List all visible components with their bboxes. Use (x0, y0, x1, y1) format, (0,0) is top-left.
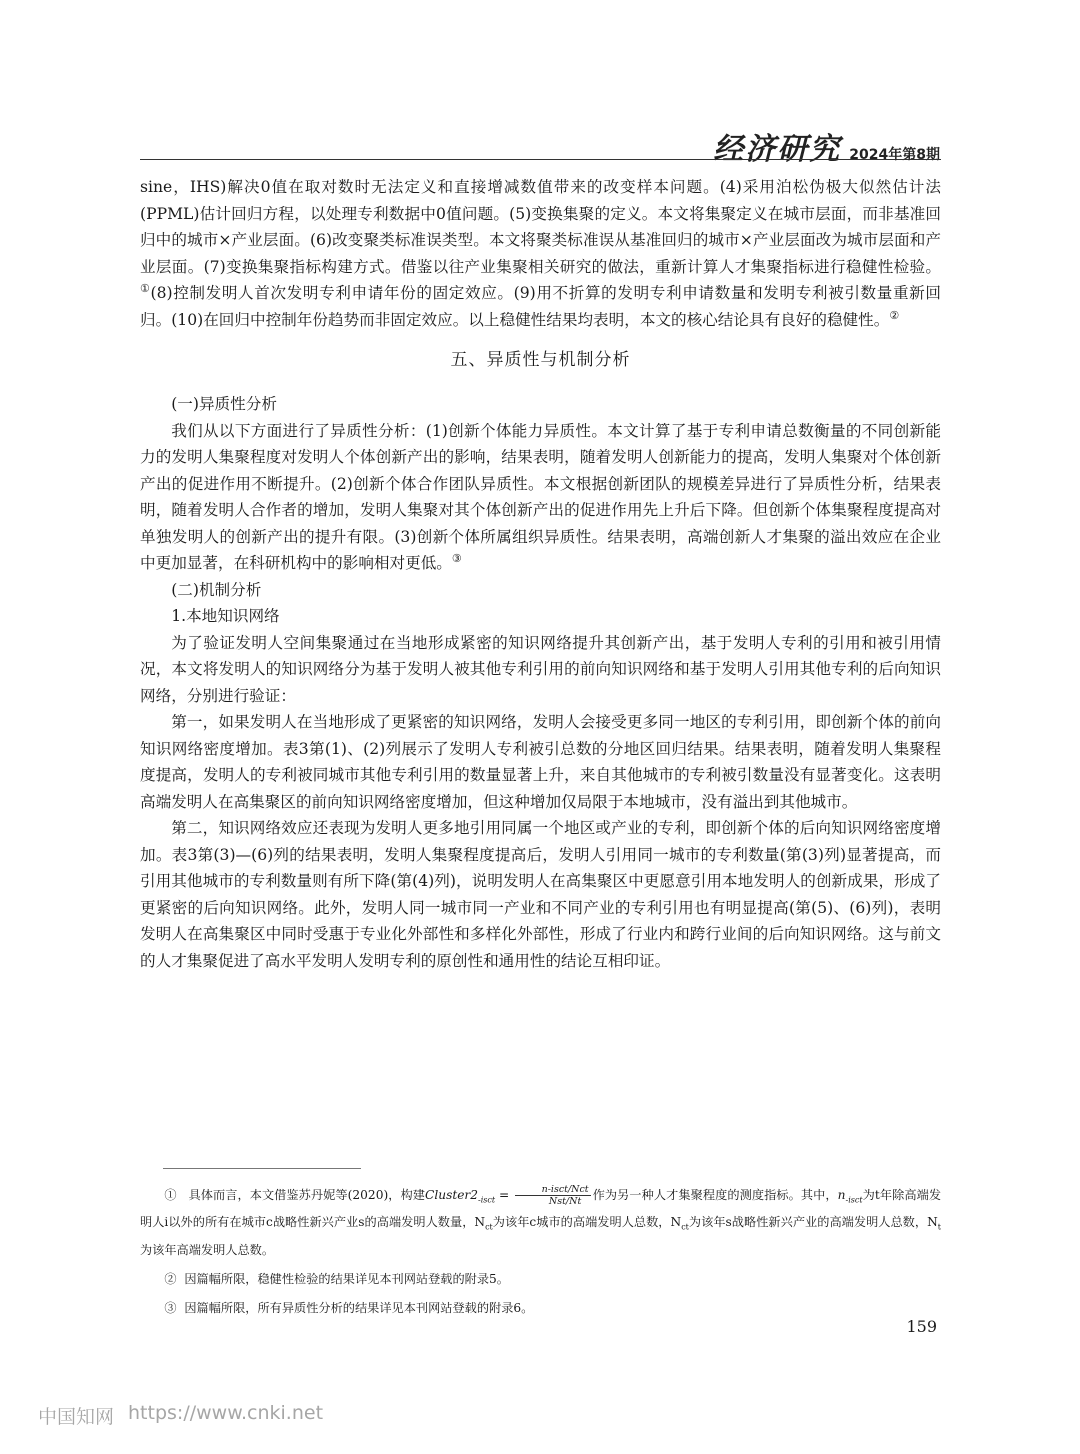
footnote-3: ③ 因篇幅所限，所有异质性分析的结果详见本刊网站登载的附录6。 (164, 1300, 534, 1315)
footnote-ref-1[interactable]: ① (140, 281, 151, 295)
cnki-watermark (38, 1402, 323, 1429)
footnotes (140, 1184, 941, 1326)
subsection-heterogeneity: (一)异质性分析 (171, 395, 277, 413)
page-header (713, 124, 940, 168)
page-number: 159 (906, 1317, 937, 1336)
journal-logo: 经济研究 (713, 132, 842, 167)
section-title: 五、异质性与机制分析 (450, 350, 631, 370)
footnote-ref-3[interactable]: ③ (451, 551, 462, 565)
footnote-1: ① 具体而言，本文借鉴苏丹妮等(2020)，构建$Cluster2_{-isct}$ = $\frac{\text{n-isct/Nct}}{\text{Nst/Nt}}$ 作为另一种人才集聚程度的测度指标。其中，$n_{-isct}$为t年除高端发明人i以外的所有在城市c战略性新兴产业s的高端发明人数量，$N_{ct}$为该年c城市的高端发明人总数，$N_{ct}$为该年s战略性新兴产业的高端发明人总数，$N_t$为该年高端发明人总数。 (140, 1184, 942, 1257)
subsection-local-knowledge-network: 1.本地知识网络 (171, 607, 280, 625)
footnote-rule (163, 1168, 361, 1169)
footnote-2: ② 因篇幅所限，稳健性检验的结果详见本刊网站登载的附录5。 (164, 1271, 509, 1286)
main-text (140, 174, 941, 974)
subsection-mechanism: (二)机制分析 (171, 580, 262, 599)
paragraph-heterogeneity: 我们从以下方面进行了异质性分析：(1)创新个体能力异质性。本文计算了基于专利申请总数衡量的不同创新能力的发明人集聚程度对发明人个体创新产出的影响，结果表明，随着发明人创新能力的提高，发明人集聚对个体创新产出的促进作用不断提升。(2)创新个体合作团队异质性。本文根据创新团队的规模差异进行了异质性分析，结果表明，随着发明人合作者的增加，发明人集聚对其个体创新产出的促进作用先上升后下降。但创新个体集聚程度提高对单独发明人的创新产出的提升有限。(3)创新个体所属组织异质性。结果表明，高端创新人才集聚的溢出效应在企业中更加显著，在科研机构中的影响相对更低。③ (140, 421, 941, 572)
paragraph-intro: sine，IHS)解决0值在取对数时无法定义和直接增减数值带来的改变样本问题。(4)采用泊松伪极大似然估计法(PPML)估计回归方程，以处理专利数据中0值问题。(5)变换集聚的定义。本文将集聚定义在城市层面，而非基准回归中的城市×产业层面。(6)改变聚类标准误类型。本文将聚类标准误从基准回归的城市×产业层面改为城市层面和产业层面。(7)变换集聚指标构建方式。借鉴以往产业集聚相关研究的做法，重新计算人才集聚指标进行稳健性检验。①(8)控制发明人首次发明专利申请年份的固定效应。(9)用不折算的发明专利申请数量和发明专利被引数量重新回归。(10)在回归中控制年份趋势而非固定效应。以上稳健性结果均表明，本文的核心结论具有良好的稳健性。② (140, 178, 941, 329)
fraction: $\frac{\text{n-isct/Nct}}{\text{Nst/Nt}}$ (515, 1184, 590, 1207)
watermark-brand: 中国知网 (38, 1406, 115, 1428)
header-rule (140, 159, 941, 160)
watermark-url[interactable]: https://www.cnki.net (128, 1402, 324, 1424)
issue-label: 2024年第8期 (849, 147, 940, 163)
footnote-ref-2[interactable]: ② (889, 308, 900, 322)
paragraph-mechanism-1: 为了验证发明人空间集聚通过在当地形成紧密的知识网络提升其创新产出，基于发明人专利的引用和被引用情况，本文将发明人的知识网络分为基于发明人被其他专利引用的前向知识网络和基于发明人引用其他专利的后向知识网络，分别进行验证： (140, 633, 941, 705)
paragraph-mechanism-2: 第一，如果发明人在当地形成了更紧密的知识网络，发明人会接受更多同一地区的专利引用，即创新个体的前向知识网络密度增加。表3第(1)、(2)列展示了发明人专利被引总数的分地区回归结果。结果表明，随着发明人集聚程度提高，发明人的专利被同城市其他专利引用的数量显著上升，来自其他城市的专利被引数量没有显著变化。这表明高端发明人在高集聚区的前向知识网络密度增加，但这种增加仅局限于本地城市，没有溢出到其他城市。 (140, 713, 941, 811)
paragraph-mechanism-3: 第二，知识网络效应还表现为发明人更多地引用同属一个地区或产业的专利，即创新个体的后向知识网络密度增加。表3第(3)—(6)列的结果表明，发明人集聚程度提高后，发明人引用同一城市的专利数量(第(3)列)显著提高，而引用其他城市的专利数量则有所下降(第(4)列)，说明发明人在高集聚区中更愿意引用本地发明人的创新成果，形成了更紧密的后向知识网络。此外，发明人同一城市同一产业和不同产业的专利引用也有明显提高(第(5)、(6)列)，表明发明人在高集聚区中同时受惠于专业化外部性和多样化外部性，形成了行业内和跨行业间的后向知识网络。这与前文的人才集聚促进了高水平发明人发明专利的原创性和通用性的结论互相印证。 (140, 819, 941, 970)
